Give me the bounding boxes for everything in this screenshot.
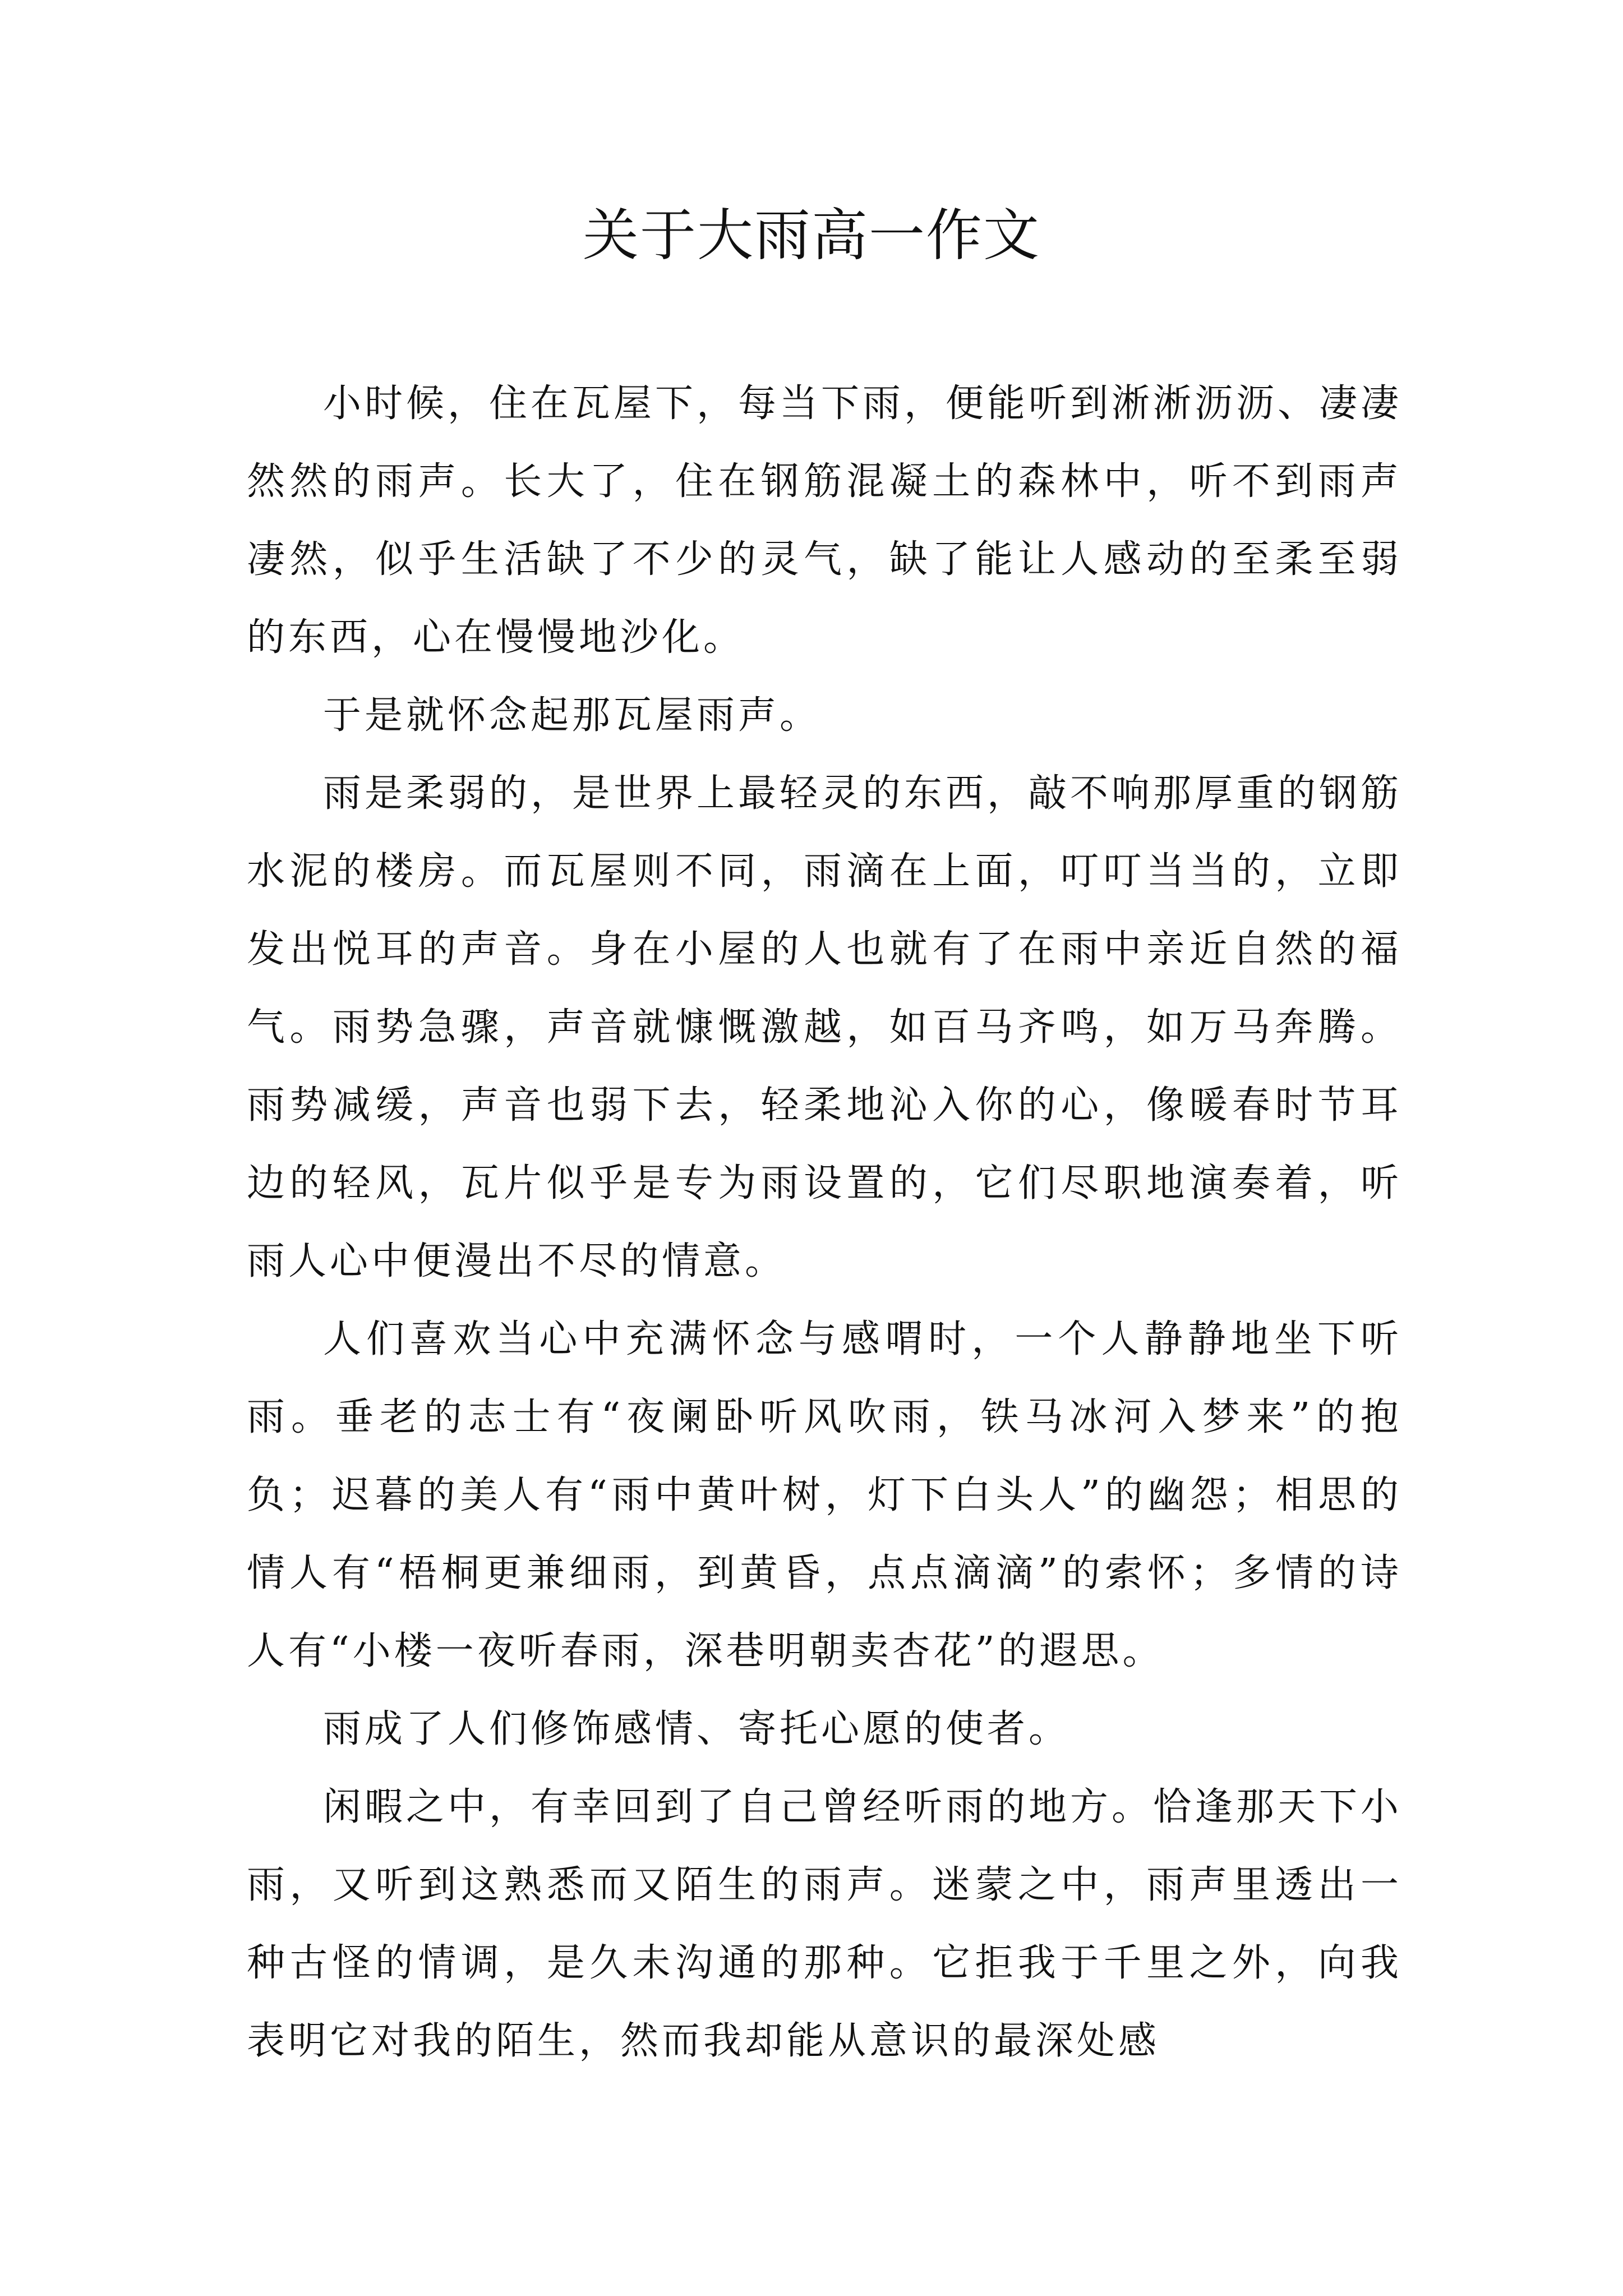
paragraph: 于是就怀念起那瓦屋雨声。 [323,693,822,738]
document-title: 关于大雨高一作文 [583,203,1040,268]
paragraph: 人们喜欢当心中充满怀念与感喟时，一个人静静地坐下听雨。垂老的志士有“夜阑卧听风吹雨，铁马冰河入梦来”的抱负；迟暮的美人有“雨中黄叶树，灯下白头人”的幽怨；相思的情人有“梧桐更兼细雨，到黄昏，点点滴滴”的索怀；多情的诗人有“小楼一夜听春雨，深巷明朝卖杏花”的遐思。 [247,1317,1402,1673]
document-body [247,365,1402,2080]
paragraph: 闲暇之中，有幸回到了自己曾经听雨的地方。恰逢那天下小雨，又听到这熟悉而又陌生的雨声。迷蒙之中，雨声里透出一种古怪的情调，是久未沟通的那种。它拒我于千里之外，向我表明它对我的陌生，然而我却能从意识的最深处感 [247,1785,1403,2063]
paragraph: 小时候，住在瓦屋下，每当下雨，便能听到淅淅沥沥、凄凄然然的雨声。长大了，住在钢筋混凝土的森林中，听不到雨声凄然，似乎生活缺了不少的灵气，缺了能让人感动的至柔至弱的东西，心在慢慢地沙化。 [247,381,1403,660]
paragraph: 雨成了人们修饰感情、寄托心愿的使者。 [323,1707,1071,1751]
paragraph: 雨是柔弱的，是世界上最轻灵的东西，敲不响那厚重的钢筋水泥的楼房。而瓦屋则不同，雨滴在上面，叮叮当当的，立即发出悦耳的声音。身在小屋的人也就有了在雨中亲近自然的福气。雨势急骤，声音就慷慨激越，如百马齐鸣，如万马奔腾。雨势减缓，声音也弱下去，轻柔地沁入你的心，像暖春时节耳边的轻风，瓦片似乎是专为雨设置的，它们尽职地演奏着，听雨人心中便漫出不尽的情意。 [247,771,1403,1283]
